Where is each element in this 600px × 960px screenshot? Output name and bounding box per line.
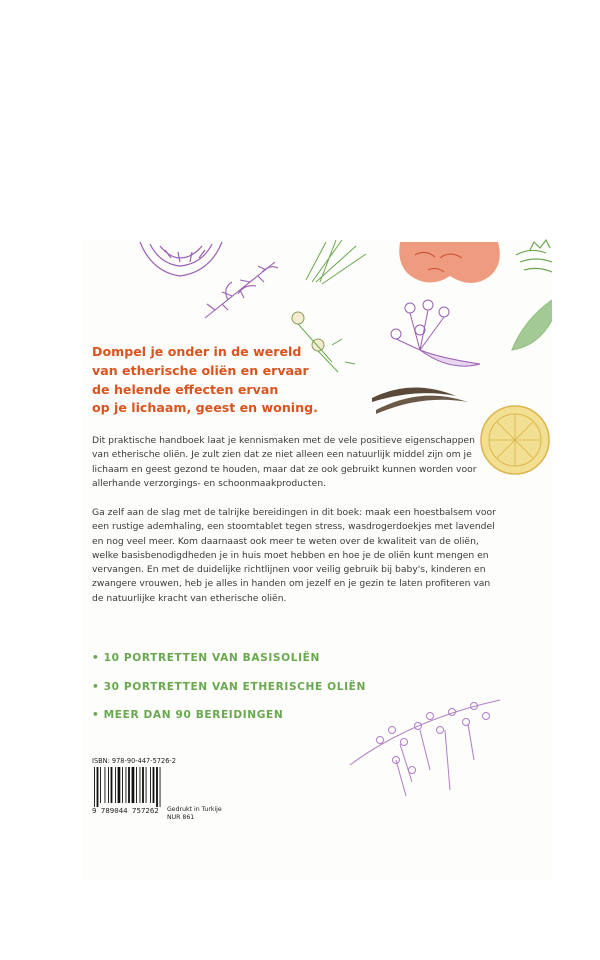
- grass-illustration: [306, 240, 366, 284]
- printed-in-text: Gedrukt in Turkije: [167, 806, 222, 813]
- tagline-line: op je lichaam, geest en woning.: [92, 400, 318, 416]
- barcode-bar: [118, 767, 121, 803]
- barcode-digits: 9 789044 757262: [92, 806, 159, 815]
- barcode-bar: [105, 767, 106, 803]
- barcode-bar: [153, 767, 155, 803]
- tagline-line: van etherische oliën en ervaar: [92, 362, 309, 378]
- barcode-bar: [97, 767, 99, 807]
- barcode-bar: [136, 767, 137, 803]
- paragraph-line: van etherische oliën. Je zult zien dat ze niet alleen een natuurlijk middel zijn om je: [92, 449, 472, 461]
- barcode-bar: [140, 767, 141, 803]
- highlight-item: • 30 PORTRETTEN VAN ETHERISCHE OLIËN: [92, 680, 366, 693]
- barcode-bar: [115, 767, 116, 803]
- print-info: [167, 806, 222, 822]
- barcode-bar: [108, 767, 109, 803]
- tagline-line: Dompel je onder in de wereld: [92, 344, 302, 359]
- paragraph-line: lichaam en geest gezond te houden, maar dat ze ook gebruikt kunnen worden voor: [92, 463, 477, 475]
- paragraph-line: zwangere vrouwen, heb je alles in handen om jezelf en je gezin te laten profiteren van: [92, 578, 491, 590]
- barcode-bar: [146, 767, 147, 803]
- highlights-list: [92, 650, 412, 736]
- barcode-bar: [128, 767, 130, 803]
- barcode-bar: [160, 767, 161, 807]
- barcode-bar: [126, 767, 127, 803]
- barcode-bar: [132, 767, 135, 803]
- paragraph-line: en nog veel meer. Kom daarnaast ook meer te weten over de kwaliteit van de oliën,: [92, 535, 479, 547]
- barcode-graphic: [92, 767, 164, 807]
- barcode-bar: [142, 767, 144, 803]
- linden-blossom-illustration: [391, 300, 480, 366]
- paragraph-line: allerhande verzorgings- en schoonmaakproducten.: [92, 477, 327, 489]
- lemon-illustration: [481, 406, 549, 474]
- twig-illustration: [205, 262, 278, 318]
- pinecone-illustration: [140, 242, 222, 276]
- barcode-bar: [100, 767, 101, 803]
- paragraph-line: de natuurlijke kracht van etherische oliën.: [92, 592, 287, 604]
- intro-paragraph: [92, 434, 477, 491]
- barcode-bar: [156, 767, 158, 807]
- orange-flower-illustration: [399, 242, 500, 283]
- paragraph-line: welke basisbenodigdheden je in huis moet hebben en hoe je de oliën kunt mengen en: [92, 549, 489, 561]
- barcode-bar: [94, 767, 95, 807]
- tagline: [92, 343, 392, 418]
- barcode-bar: [150, 767, 151, 803]
- barcode-bar: [111, 767, 113, 803]
- isbn-text: ISBN: 978-90-447-5726-2: [92, 757, 176, 765]
- highlight-item: • MEER DAN 90 BEREIDINGEN: [92, 709, 284, 721]
- leaf-illustration: [512, 240, 552, 350]
- nur-code: NUR 861: [167, 814, 195, 821]
- paragraph-line: vervangen. En met de duidelijke richtlijnen voor veilig gebruik bij baby's, kinderen en: [92, 564, 486, 576]
- paragraph-line: Dit praktische handboek laat je kennismaken met de vele positieve eigenschappen: [92, 435, 475, 446]
- paragraph-line: een rustige ademhaling, een stoomtablet tegen stress, wasdrogerdoekjes met lavendel: [92, 521, 495, 533]
- highlight-item: • 10 PORTRETTEN VAN BASISOLIËN: [92, 652, 320, 664]
- details-paragraph: [92, 506, 496, 606]
- barcode-bar: [122, 767, 123, 803]
- tagline-line: de helende effecten ervan: [92, 381, 279, 397]
- paragraph-line: Ga zelf aan de slag met de talrijke bereidingen in dit boek: maak een hoestbalsem voor: [92, 507, 496, 518]
